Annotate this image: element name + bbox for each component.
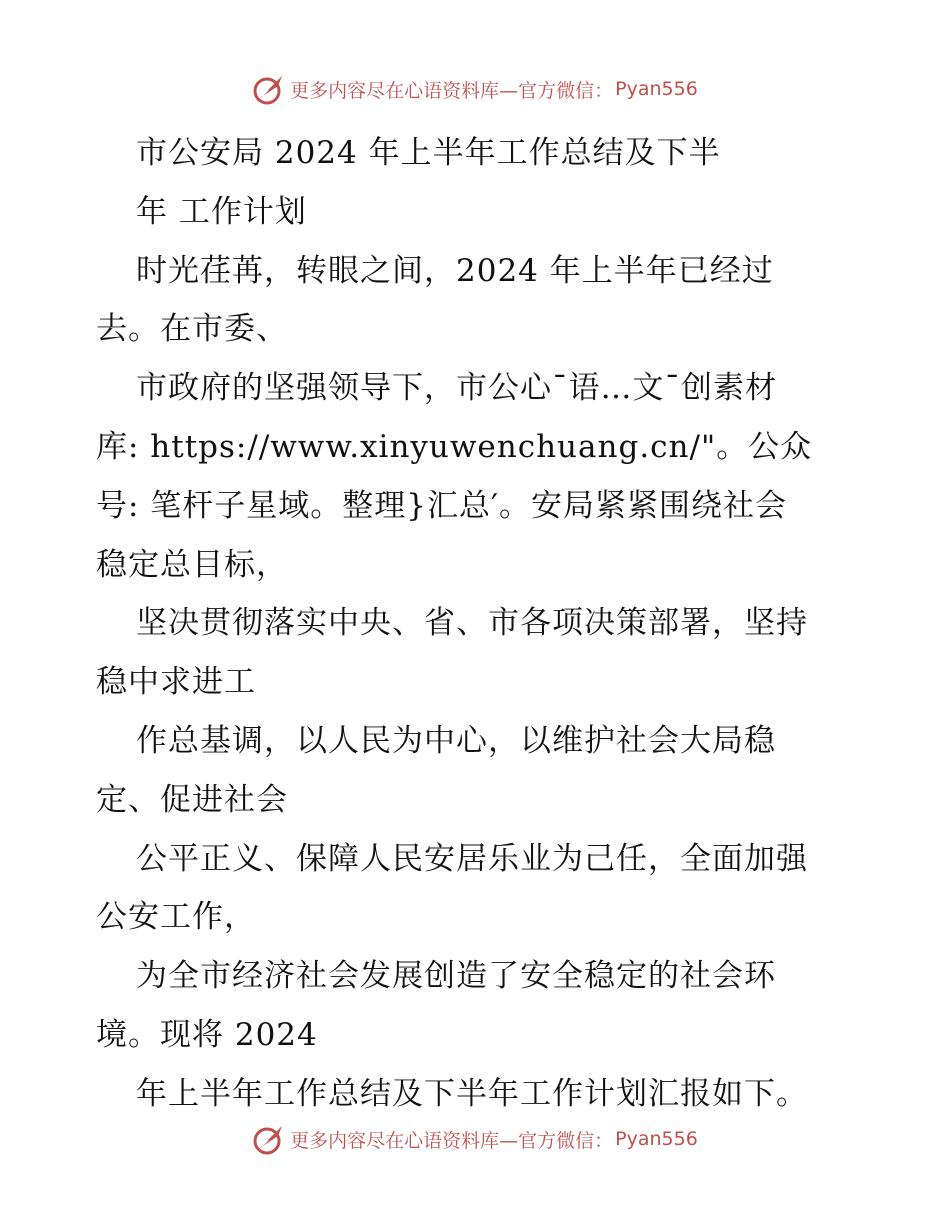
- paragraph-line: 号: 笔杆子星域。整理}汇总′。安局紧紧围绕社会: [96, 487, 788, 524]
- paragraph-line: 稳中求进工: [96, 664, 256, 701]
- document-body: [96, 124, 866, 1124]
- title-line-2: 年 工作计划: [136, 193, 307, 230]
- paragraph-line: 年上半年工作总结及下半年工作计划汇报如下。: [136, 1075, 808, 1112]
- paragraph-line: 公平正义、保障人民安居乐业为己任，全面加强: [136, 840, 808, 877]
- header-banner-code: Pyan556: [615, 78, 698, 100]
- paragraph-line: 稳定总目标，: [96, 546, 288, 583]
- paragraph-line: 定、促进社会: [96, 781, 288, 818]
- header-banner-text: 更多内容尽在心语资料库—官方微信：: [290, 79, 614, 102]
- title-line-1: 市公安局 2024 年上半年工作总结及下半: [136, 135, 721, 171]
- footer-watermark-banner: [0, 1122, 950, 1156]
- footer-banner-code: Pyan556: [615, 1128, 698, 1150]
- paragraph-line: 市政府的坚强领导下，市公心¯语…文¯创素材: [136, 370, 777, 407]
- paragraph-line: 境。现将 2024: [96, 1016, 318, 1053]
- quill-logo-icon: [252, 1122, 286, 1156]
- paragraph-line: 时光荏苒，转眼之间，2024 年上半年已经过: [136, 252, 774, 289]
- paragraph-line: 公安工作，: [96, 899, 256, 936]
- footer-banner-text: 更多内容尽在心语资料库—官方微信：: [290, 1129, 614, 1152]
- paragraph-line: 为全市经济社会发展创造了安全稳定的社会环: [136, 958, 776, 995]
- paragraph-line: 去。在市委、: [96, 311, 288, 348]
- paragraph-line: 库: https://www.xinyuwenchuang.cn/"。公众: [96, 428, 813, 465]
- paragraph-line: 坚决贯彻落实中央、省、市各项决策部署，坚持: [136, 605, 808, 642]
- header-watermark-banner: [0, 72, 950, 106]
- quill-logo-icon: [252, 72, 286, 106]
- paragraph-line: 作总基调，以人民为中心，以维护社会大局稳: [136, 722, 776, 759]
